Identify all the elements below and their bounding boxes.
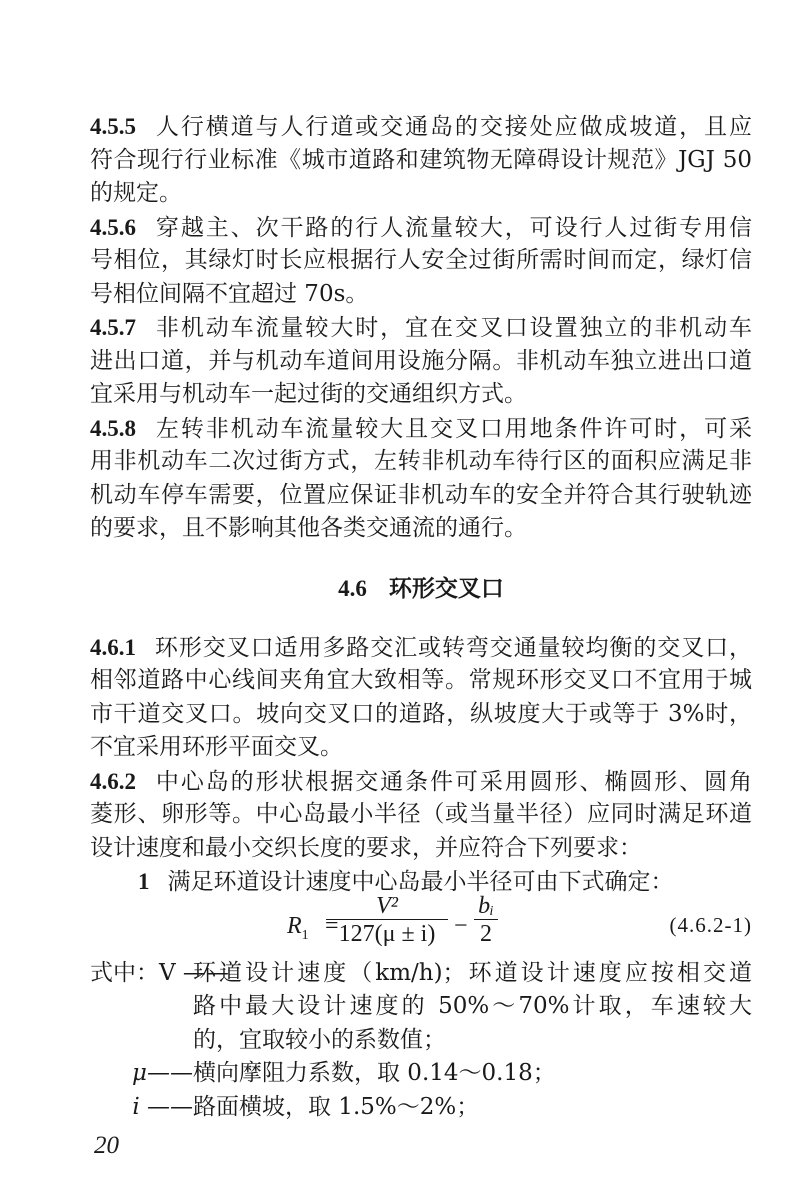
clause-text: 机动车停车需要，位置应保证非机动车的安全并符合其行驶轨迹 xyxy=(90,481,752,508)
clause-text: 设计速度和最小交织长度的要求，并应符合下列要求： xyxy=(90,834,642,861)
clause-text: 左转非机动车流量较大且交叉口用地条件许可时，可采 xyxy=(154,415,752,442)
fraction-2-denominator: 2 xyxy=(480,920,492,947)
clause-number: 4.5.8 xyxy=(90,415,136,441)
clause-text: 的规定。 xyxy=(90,180,182,206)
definition-symbol: i —— xyxy=(132,1093,193,1120)
clause-text: 进出口道，并与机动车道间用设施分隔。非机动车独立进出口道 xyxy=(90,347,752,374)
clause-line xyxy=(90,244,752,278)
clause-line xyxy=(90,412,752,446)
clause-number: 4.6.2 xyxy=(90,768,136,794)
fraction-2-numerator: bᵢ xyxy=(478,892,494,919)
item-text: 满足环道设计速度中心岛最小半径可由下式确定： xyxy=(167,869,674,895)
clause-text: 穿越主、次干路的行人流量较大，可设行人过街专用信 xyxy=(154,214,752,241)
definition-text: 路中最大设计速度的 50%～70%计取，车速较大 xyxy=(193,993,752,1019)
clause-text: 相邻道路中心线间夹角宜大致相等。常规环形交叉口不宜用于城 xyxy=(90,667,752,693)
clause-line xyxy=(90,345,752,379)
section-title: 环形交叉口 xyxy=(388,574,504,602)
fraction-2 xyxy=(474,893,498,948)
clause-number: 4.5.7 xyxy=(90,315,136,340)
definition-line xyxy=(90,957,752,991)
section-number: 4.6 xyxy=(338,575,367,601)
definition-text: 环道设计速度（km/h)；环道设计速度应按相交道 xyxy=(193,959,752,986)
formula-definitions xyxy=(90,957,752,1125)
definition-text: 横向摩阻力系数，取 0.14～0.18； xyxy=(193,1060,556,1086)
clause-number: 4.5.5 xyxy=(90,114,136,139)
clause-text: 中心岛的形状根据交通条件可采用圆形、椭圆形、圆角 xyxy=(154,768,752,795)
clause-line xyxy=(90,765,752,799)
clause-text: 号相位，其绿灯时长应根据行人安全过街所需时间而定，绿灯信 xyxy=(90,247,752,273)
clauses-4-6 xyxy=(90,631,752,866)
clause-line xyxy=(90,698,752,732)
fraction-1-numerator: V² xyxy=(376,892,398,919)
document-page xyxy=(90,110,752,1124)
formula-lhs-symbol: R xyxy=(287,912,302,939)
clause-line xyxy=(90,631,752,665)
definition-line xyxy=(90,1024,752,1058)
clause-line xyxy=(90,832,752,866)
definition-symbol: μ—— xyxy=(132,1060,193,1086)
clause-line xyxy=(90,798,752,832)
clause-number: 4.5.6 xyxy=(90,214,136,240)
clause-line xyxy=(90,479,752,513)
fraction-1-denominator: 127(μ ± i) xyxy=(338,920,436,947)
clause-text: 用非机动车二次过街方式，左转非机动车待行区的面积应满足非 xyxy=(90,448,752,474)
clause-line xyxy=(90,311,752,345)
clause-line xyxy=(90,512,752,546)
clause-line xyxy=(90,211,752,245)
formula-equals: = xyxy=(325,912,339,939)
clause-line xyxy=(90,664,752,698)
formula-lhs xyxy=(287,913,309,944)
clause-line xyxy=(90,378,752,412)
clause-line xyxy=(90,278,752,312)
clause-text: 市干道交叉口。坡向交叉口的道路，纵坡度大于或等于 3%时， xyxy=(90,700,752,727)
page-number: 20 xyxy=(94,1132,119,1159)
formula-4-6-2-1 xyxy=(90,892,752,957)
definition-text: 路面横坡，取 1.5%～2%； xyxy=(193,1093,480,1120)
clause-text: 不宜采用环形平面交叉。 xyxy=(90,734,343,760)
clause-line xyxy=(90,177,752,211)
clause-line xyxy=(90,731,752,765)
formula-minus: − xyxy=(454,912,468,939)
clauses-4-5 xyxy=(90,110,752,546)
formula-lhs-subscript: 1 xyxy=(301,927,309,943)
clause-line xyxy=(90,445,752,479)
clause-line xyxy=(90,110,752,144)
section-heading xyxy=(90,546,752,631)
clause-text: 的要求，且不影响其他各类交通流的通行。 xyxy=(90,515,527,541)
clause-number: 4.6.1 xyxy=(90,634,136,660)
clause-text: 符合现行行业标准《城市道路和建筑物无障碍设计规范》JGJ 50 xyxy=(90,146,752,173)
definition-symbol: 式中：V —— xyxy=(90,959,229,986)
clause-text: 非机动车流量较大时，宜在交叉口设置独立的非机动车 xyxy=(154,315,752,341)
clause-text: 人行横道与人行道或交通岛的交接处应做成坡道，且应 xyxy=(154,114,752,140)
clause-line xyxy=(90,144,752,178)
definition-line xyxy=(90,1057,752,1091)
clause-text: 菱形、卵形等。中心岛最小半径（或当量半径）应同时满足环道 xyxy=(90,801,752,827)
clause-text: 号相位间隔不宜超过 70s。 xyxy=(90,280,369,307)
clause-text: 环形交叉口适用多路交汇或转弯交通量较均衡的交叉口， xyxy=(154,634,752,661)
clause-text: 宜采用与机动车一起过街的交通组织方式。 xyxy=(90,381,527,407)
definition-line xyxy=(90,990,752,1024)
definition-text: 的，宜取较小的系数值； xyxy=(193,1026,446,1053)
equation-number: (4.6.2-1) xyxy=(669,912,752,937)
definition-line xyxy=(90,1091,752,1125)
item-number: 1 xyxy=(138,869,150,894)
fraction-1 xyxy=(326,893,448,948)
